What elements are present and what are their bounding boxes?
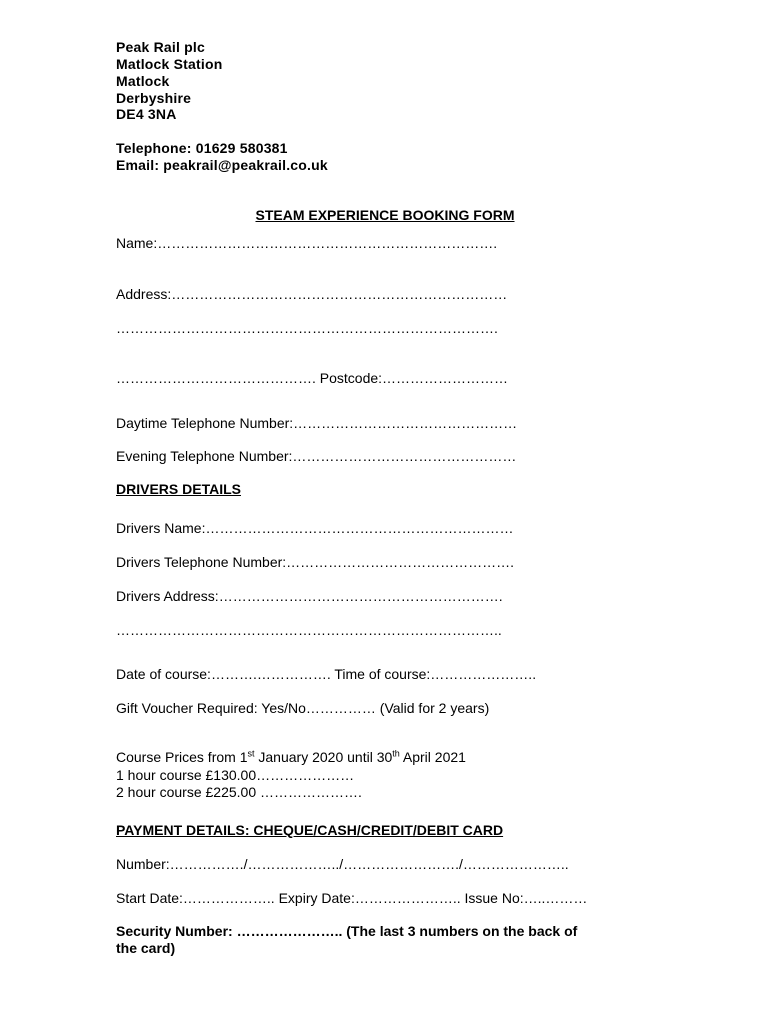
address-postcode-field[interactable]: ……………………………………. Postcode:……………………… — [116, 370, 509, 386]
course-prices-intro-c: April 2021 — [399, 749, 466, 765]
course-date-time-field[interactable]: Date of course:……….……………. Time of course:………………….. — [116, 666, 537, 682]
company-address-line-1: Matlock Station — [116, 56, 223, 72]
drivers-name-field[interactable]: Drivers Name:………………………………………………………… — [116, 520, 514, 536]
drivers-telephone-field[interactable]: Drivers Telephone Number:…………………………………………. — [116, 554, 515, 570]
card-number-field[interactable]: Number:……………./………………../……………………./………………….. — [116, 856, 569, 872]
course-prices-intro-b: January 2020 until 30 — [254, 749, 393, 765]
drivers-details-heading: DRIVERS DETAILS — [116, 481, 241, 497]
address-field[interactable]: Address:……………………………………………………………… — [116, 286, 508, 302]
company-address-line-3: Derbyshire — [116, 90, 192, 106]
payment-details-heading: PAYMENT DETAILS: CHEQUE/CASH/CREDIT/DEBIT CARD — [116, 822, 504, 838]
two-hour-course-price: 2 hour course £225.00 …………………. — [116, 784, 362, 800]
course-prices-intro-a: Course Prices from 1 — [116, 749, 248, 765]
company-postcode: DE4 3NA — [116, 106, 177, 122]
course-prices-sup-1: st — [247, 748, 255, 759]
drivers-address-line-2-field[interactable]: ……………………………………………………………………….. — [116, 622, 502, 638]
daytime-telephone-field[interactable]: Daytime Telephone Number:………………………………………… — [116, 415, 518, 431]
form-title: STEAM EXPERIENCE BOOKING FORM — [255, 207, 515, 223]
gift-voucher-field[interactable]: Gift Voucher Required: Yes/No…………… (Valid for 2 years) — [116, 700, 490, 716]
security-number-field[interactable]: Security Number: ………………….. (The last 3 numbers on the back of — [116, 923, 578, 939]
course-prices-sup-2: th — [392, 748, 400, 759]
company-name: Peak Rail plc — [116, 39, 205, 55]
company-email: Email: peakrail@peakrail.co.uk — [116, 157, 328, 173]
one-hour-course-price: 1 hour course £130.00………………… — [116, 767, 355, 783]
drivers-address-field[interactable]: Drivers Address:……………………………………………………. — [116, 588, 503, 604]
company-address-line-2: Matlock — [116, 73, 170, 89]
security-number-note: the card) — [116, 940, 176, 956]
name-field[interactable]: Name:………………………………………………………………. — [116, 235, 498, 251]
course-prices-intro — [116, 749, 466, 766]
company-telephone: Telephone: 01629 580381 — [116, 140, 288, 156]
evening-telephone-field[interactable]: Evening Telephone Number:………………………………………… — [116, 448, 517, 464]
card-dates-field[interactable]: Start Date:……………….. Expiry Date:………………….. Issue No:…..……… — [116, 890, 588, 906]
address-line-2-field[interactable]: ………………………………………………………………………. — [116, 320, 498, 336]
